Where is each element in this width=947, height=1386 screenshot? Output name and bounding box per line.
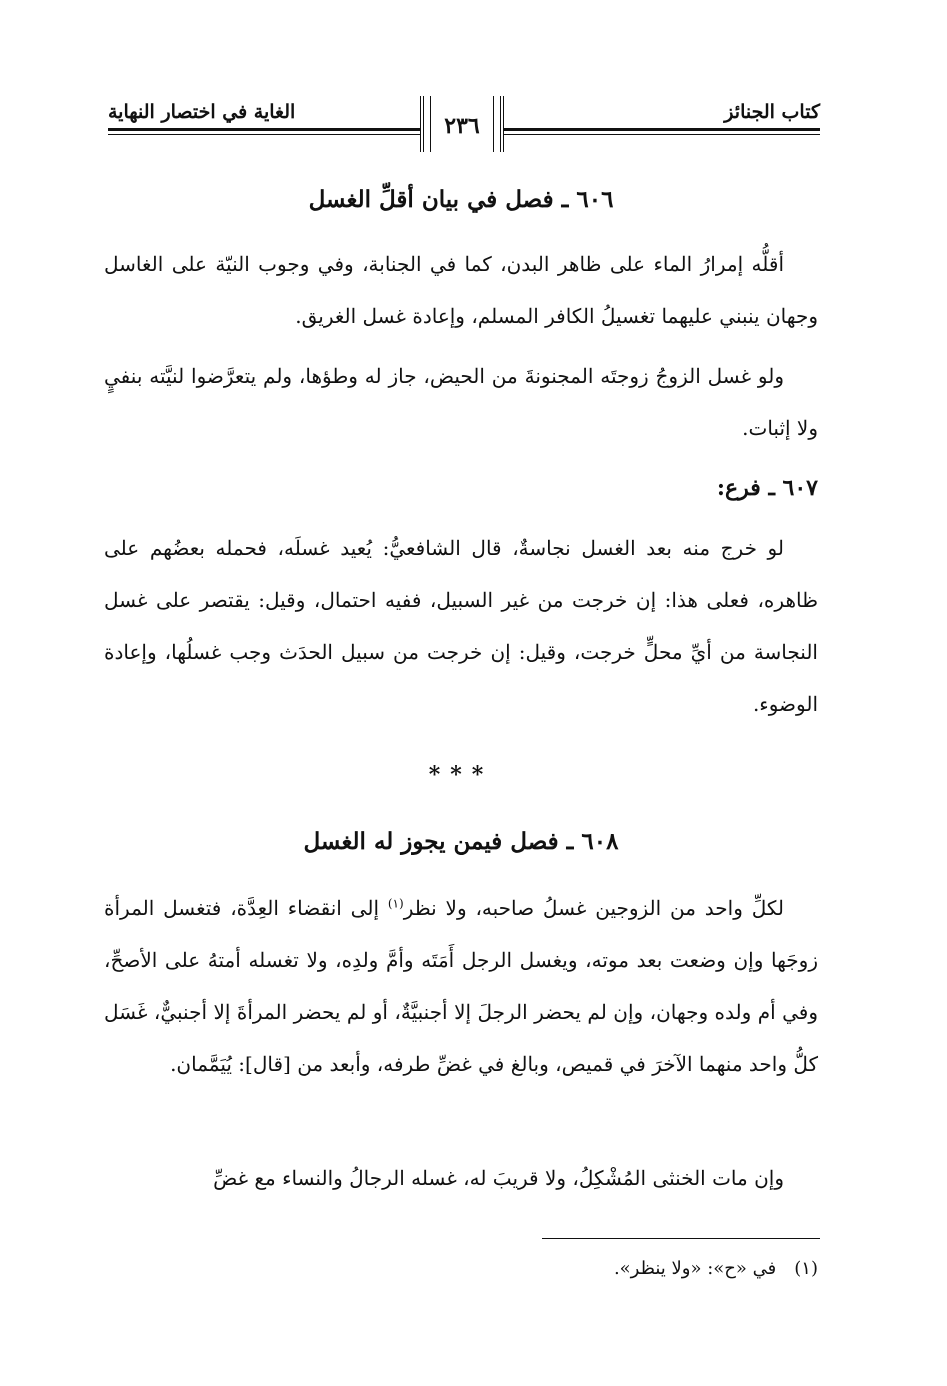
section-606-body-2 <box>104 350 818 454</box>
paragraph: ولو غسل الزوجُ زوجتَه المجنونةَ من الحيض، جاز له وطؤها، ولم يتعرَّضوا لنيَّته بنفيٍ ولا إثبات. <box>104 364 818 440</box>
paragraph: أقلُّه إمرارُ الماء على ظاهر البدن، كما في الجنابة، وفي وجوب النيّة على الغاسل وجهان ينبني عليهما تغسيلُ الكافر المسلم، وإعادة غسل الغريق. <box>104 252 818 328</box>
footnote-reference: (١) <box>387 896 404 911</box>
footnote <box>614 1254 818 1284</box>
footnote-rule <box>542 1238 820 1239</box>
page-number: ٢٣٦ <box>444 113 480 139</box>
header-rule-right <box>504 128 820 131</box>
section-608-body-2 <box>104 1152 818 1204</box>
section-608-body <box>104 882 818 1090</box>
page-number-frame <box>420 96 504 152</box>
book-section-title: كتاب الجنائز <box>724 101 820 123</box>
section-heading-606: ٦٠٦ ـ فصل في بيان أقلِّ الغسل <box>308 186 614 213</box>
section-606-body <box>104 238 818 342</box>
section-heading-608: ٦٠٨ ـ فصل فيمن يجوز له الغسل <box>303 828 619 855</box>
paragraph-text: لكلِّ واحد من الزوجين غسلُ صاحبه، ولا نظر <box>403 896 784 920</box>
footnote-text: في «ح»: «ولا ينظر». <box>613 1258 777 1279</box>
footnote-number: (١) <box>794 1258 818 1279</box>
book-title: الغاية في اختصار النهاية <box>108 101 296 123</box>
section-separator: *** <box>428 762 494 788</box>
header-rule-left <box>108 128 420 131</box>
paragraph <box>104 882 818 1090</box>
paragraph: لو خرج منه بعد الغسل نجاسةٌ، قال الشافعيُّ: يُعيد غسلَه، فحمله بعضُهم على ظاهره، فعلى هذا: إن خرجت من غير السبيل، ففيه احتمال، وقيل: يقتصر على غسل النجاسة من أيِّ محلٍّ خرجت، وقيل: إن خرجت من سبيل الحدَث وجب غسلُها، وإعادة الوضوء. <box>104 536 818 716</box>
paragraph-text: إلى انقضاء العِدَّة، فتغسل المرأة زوجَها وإن وضعت بعد موته، ويغسل الرجل أَمَتَه وأمَّ ولدِه، ولا تغسله أمتهُ على الأصحِّ، وفي أم ولده وجهان، وإن لم يحضر الرجلَ إلا أجنبيَّةٌ، أو لم يحضر المرأةَ إلا أجنبيٌّ، غَسَل كلُّ واحد منهما الآخرَ في قميص، وبالغ في غضِّ طرفه، وأبعد من [قال]: يُيَمَّمان. <box>104 896 818 1076</box>
branch-heading-607: ٦٠٧ ـ فرع: <box>716 475 818 501</box>
page-header <box>108 92 820 156</box>
branch-607-body <box>104 522 818 730</box>
paragraph: وإن مات الخنثى المُشْكِلُ، ولا قريبَ له، غسله الرجالُ والنساء مع غضِّ <box>213 1166 784 1190</box>
